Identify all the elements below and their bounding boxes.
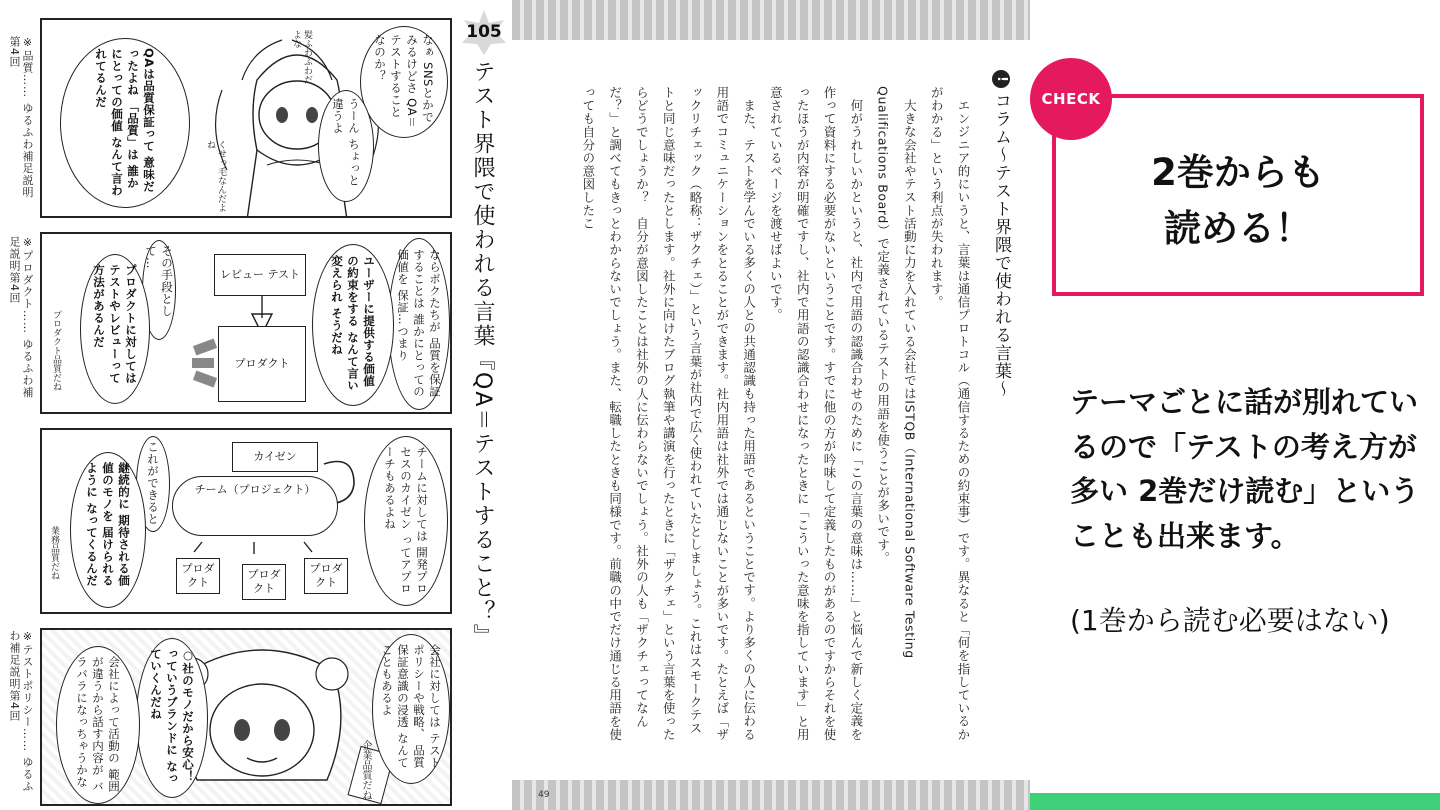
manga-panel-3 [40,428,452,614]
check-callout-text [1052,145,1424,257]
speech-bubble [318,90,374,202]
product-box: プロダクト [176,558,220,594]
speech-bubble [364,436,448,606]
speech-text: 会社に対しては テストポリシーや戦略、 品質保証意識の浸透 なんてこともあるよ [380,644,442,769]
speech-text: なぁ SNSとかでみるけどさ QA＝テストすること なのか？ [373,34,435,129]
speech-bubble [360,26,448,138]
speech-bubble [136,638,208,798]
slide-main-text: テーマごとに話が別れているので「テストの考え方が多い 2巻だけ読む」ということも出来ます。 [1070,385,1420,553]
speech-bubble [60,38,190,208]
decorative-stripes-top [512,0,1030,40]
manga-panel-1 [40,18,452,218]
speech-text: プロダクトに対しては テストやレビューって 方法があるんだ [92,264,138,384]
manga-panel-2 [40,232,452,414]
product-box: プロダクト [218,326,306,402]
kaizen-box: カイゼン [232,442,318,472]
product-box: プロダクト [242,564,286,600]
column-page-number: 49 [538,790,550,800]
slide-bottom-bar [1030,793,1440,810]
speech-text: ユーザーに提供する価値の約束をする なんて言い変えられ そうだね [330,255,376,392]
speech-text: チームに対しては 開発プロセスのカイゼン ってアプローチもあるよね [383,446,429,595]
speech-bubble [70,452,146,608]
speech-bubble [372,634,450,784]
manga-chapter-title: テスト界隈で使われる言葉『QA＝テストすること？』 [470,60,495,649]
column-heading-text: コラム～テスト界隈で使われる言葉～ [991,92,1011,398]
sfx-text: 業務品質だね [49,526,59,580]
product-box: プロダクト [304,558,348,594]
column-paragraph: また、テストを学んでいる多くの人との共通認識も持った用語であるということです。より多くの人に伝わる用語でコミュニケーションをとることができます。社内用語は社外では通じないことが多いです。たとえば「ザックリチェック（略称：ザクチェ）」という言葉が社内で広く使われていたとしましょう。これはスモークテストと同じ意味だったとします。社外に向けたブログ執筆や講演を行ったときに「ザクチェ」という言葉を使ったらどうでしょうか？ 自分が意図したことは社外の人に伝わらないでしょう。社外の人も「ザクチェってなんだ？」と調べてもきっとわからないでしょう。また、転職したときも同様です。前職の中でだけ通じる用語を使っても自分の意図したこ [580,86,757,741]
team-box: チーム（プロジェクト） [172,476,338,536]
column-paragraph: 大きな会社やテスト活動に力を入れている会社ではISTQB（International Software Testing Qualifications Board）で定義されているテストの用語を使うことが多いです。 [875,86,918,659]
manga-panel-4 [40,628,452,806]
check-badge: CHECK [1030,58,1112,140]
footnote-quality: ※品質…… ゆるふわ補足説明第4回 [8,36,34,199]
page-number-badge [458,8,510,56]
speech-bubble [388,238,450,410]
page-number: 105 [466,22,502,42]
speech-text: 継続的に 期待される価値のモノを 届けられるように なってくるんだ [85,462,131,587]
column-page [512,0,1030,810]
slide-panel [1030,0,1440,810]
speech-bubble [56,646,140,804]
sfx-text: くせっ毛なんだよね [205,140,226,212]
review-test-box: レビュー テスト [214,254,306,296]
sfx-text: 企業品質だね [360,740,371,800]
speech-bubble [312,244,394,406]
speech-text: QAは品質保証って 意味だったよね 「品質」は 誰かにとっての価値 なんて言われてるんだ [94,48,156,197]
slide-sub-text: (1巻から読む必要はない) [1070,604,1390,637]
decorative-stripes-bottom [512,780,1030,810]
speech-text: ○社のモノだから安心！ っていうブランドに なっていくんだね [149,648,195,785]
exclamation-icon: ! [992,70,1010,88]
speech-text: その手段として… [144,245,174,317]
footnote-product: ※プロダクト…… ゆるふわ補足説明第4回 [8,236,34,399]
sfx-text: プロダクト品質だね [51,310,61,391]
footnote-test-policy: ※テストポリシー…… ゆるふわ補足説明第4回 [8,630,34,793]
column-heading [990,70,1012,470]
check-line-2: 読める！ [1164,207,1312,250]
sfx-text: 髪ふわふわだよな [291,30,312,84]
column-body [560,86,976,746]
speech-text: ならボクたちが 品質を保証することは 誰かにとっての価値を 保証…つまり [396,249,442,398]
speech-bubble [80,254,150,404]
speech-text: これができると [146,441,160,525]
column-paragraph: エンジニア的にいうと、言葉は通信プロトコル（通信するための約束事）です。異なると「何を指しているかがわかる」という利点が失われます。 [929,86,971,741]
manga-page [0,0,512,810]
check-line-1: 2巻からも [1151,151,1325,194]
column-paragraph: 何がうれしいかというと、社内で用語の認識合わせのために「この言葉の意味は……」と悩んで新しく定義を作って資料にする必要がないということです。すでに他の方が吟味して定義したものがあるのですからそれを使ったほうが内容が明確ですし、社内で用語の認識合わせになったときに「こういった意味を指しています」と用意されているページを渡せばよいです。 [768,86,864,741]
speech-text: うーん ちょっと違うよ [331,98,361,187]
speech-text: 会社によって活動の 範囲が違うから話す内容が バラバラになっちゃうかな [75,656,121,793]
